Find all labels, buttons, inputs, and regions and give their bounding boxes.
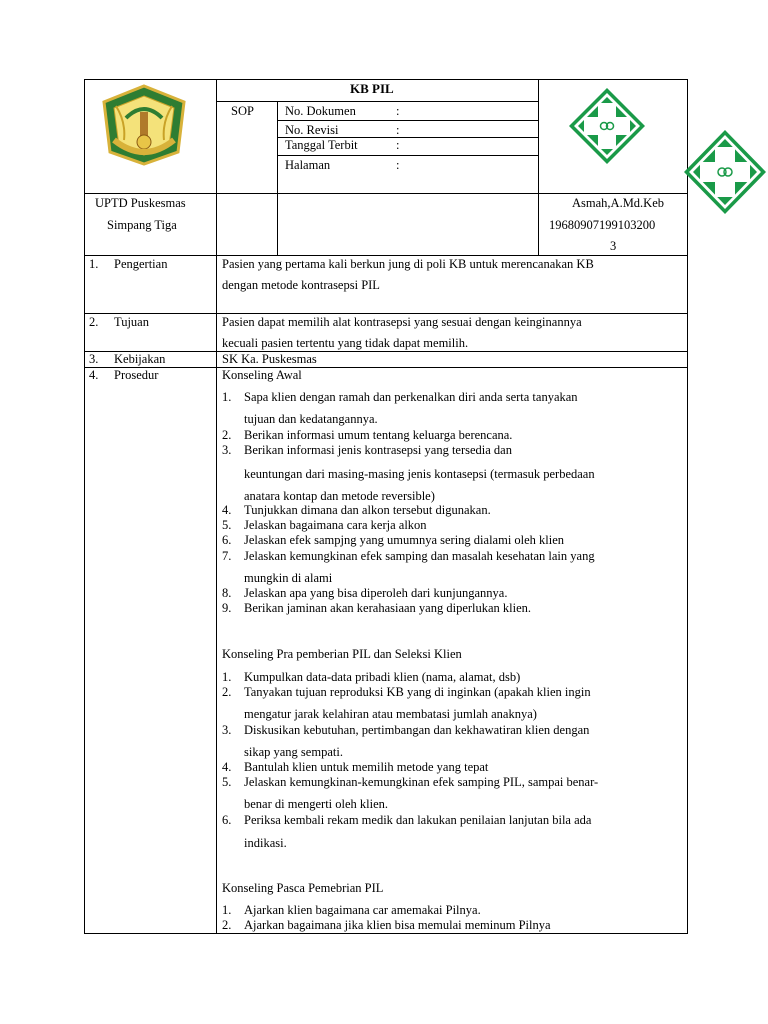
- puskesmas-logo: [567, 86, 647, 166]
- g2-item-3-line-1: Diskusikan kebutuhan, pertimbangan dan kekhawatiran klien dengan: [244, 723, 590, 737]
- puskesmas-logo-outside: [682, 128, 768, 216]
- g1-item-7-line-1: Jelaskan kemungkinan efek samping dan masalah kesehatan lain yang: [244, 549, 595, 563]
- field-no-revisi-label: No. Revisi: [285, 123, 339, 137]
- prosedur-group3-title: Konseling Pasca Pemebrian PIL: [222, 881, 384, 895]
- g2-item-2-line-1: Tanyakan tujuan reproduksi KB yang di inginkan (apakah klien ingin: [244, 685, 591, 699]
- g1-item-7-num: 7.: [222, 549, 232, 563]
- section-sep-1: [84, 255, 688, 256]
- g1-item-1-num: 1.: [222, 390, 232, 404]
- g1-item-3-line-3: anatara kontap dan metode reversible): [244, 489, 435, 503]
- g1-item-9-num: 9.: [222, 601, 232, 615]
- prosedur-group2-title: Konseling Pra pemberian PIL dan Seleksi Klien: [222, 647, 462, 661]
- g1-item-1-line-2: tujuan dan kedatangannya.: [244, 412, 378, 426]
- header-title-underline: [216, 101, 538, 102]
- signer-name: Asmah,A.Md.Keb: [572, 196, 665, 210]
- section-sep-4: [84, 367, 688, 368]
- pengertian-line-2: dengan metode kontrasepsi PIL: [222, 278, 380, 292]
- g1-item-9-line-1: Berikan jaminan akan kerahasiaan yang diperlukan klien.: [244, 601, 532, 615]
- table-border-bottom: [84, 933, 688, 934]
- g1-item-1-line-1: Sapa klien dengan ramah dan perkenalkan diri anda serta tanyakan: [244, 390, 578, 404]
- pengertian-label: Pengertian: [114, 257, 168, 271]
- g1-item-3-line-2: keuntungan dari masing-masing jenis kontasepsi (termasuk perbedaan: [244, 467, 595, 481]
- g1-item-7-line-2: mungkin di alami: [244, 571, 333, 585]
- g2-item-4-num: 4.: [222, 760, 232, 774]
- g2-item-2-num: 2.: [222, 685, 232, 699]
- field-halaman-label: Halaman: [285, 158, 331, 172]
- header-divider-left: [216, 79, 217, 255]
- prosedur-num: 4.: [89, 368, 99, 382]
- g2-item-3-line-2: sikap yang sempati.: [244, 745, 343, 759]
- g2-item-4-line-1: Bantulah klien untuk memilih metode yang tepat: [244, 760, 489, 774]
- g1-item-3-num: 3.: [222, 443, 232, 457]
- regency-logo: [96, 82, 192, 168]
- g2-item-3-num: 3.: [222, 723, 232, 737]
- g2-item-6-line-1: Periksa kembali rekam medik dan lakukan penilaian lanjutan bila ada: [244, 813, 592, 827]
- tujuan-line-1: Pasien dapat memilih alat kontrasepsi yang sesuai dengan keinginannya: [222, 315, 582, 329]
- g1-item-2-line-1: Berikan informasi umum tentang keluarga berencana.: [244, 428, 513, 442]
- g1-item-5-line-1: Jelaskan bagaimana cara kerja alkon: [244, 518, 427, 532]
- table-border-left: [84, 79, 85, 934]
- g2-item-1-num: 1.: [222, 670, 232, 684]
- field-no-dokumen-sep: :: [396, 104, 400, 118]
- header-field-line-3: [277, 155, 538, 156]
- field-tanggal-terbit-sep: :: [396, 138, 400, 152]
- g1-item-4-num: 4.: [222, 503, 232, 517]
- kebijakan-label: Kebijakan: [114, 352, 166, 366]
- g1-item-6-line-1: Jelaskan efek sampjng yang umumnya sering dialami oleh klien: [244, 533, 565, 547]
- g2-item-6-line-2: indikasi.: [244, 836, 287, 850]
- g2-item-2-line-2: mengatur jarak kelahiran atau membatasi jumlah anaknya): [244, 707, 537, 721]
- g1-item-5-num: 5.: [222, 518, 232, 532]
- kebijakan-num: 3.: [89, 352, 99, 366]
- section-sep-2: [84, 313, 688, 314]
- g2-item-5-num: 5.: [222, 775, 232, 789]
- sop-label: SOP: [231, 104, 254, 118]
- signer-nip-a: 19680907199103200: [549, 218, 656, 232]
- g1-item-6-num: 6.: [222, 533, 232, 547]
- document-title: KB PIL: [350, 81, 394, 96]
- pengertian-line-1: Pasien yang pertama kali berkun jung di poli KB untuk merencanakan KB: [222, 257, 594, 271]
- pengertian-num: 1.: [89, 257, 99, 271]
- org-name-line1: UPTD Puskesmas: [95, 196, 186, 210]
- g3-item-1-line-1: Ajarkan klien bagaimana car amemakai Pilnya.: [244, 903, 481, 917]
- g1-item-8-line-1: Jelaskan apa yang bisa diperoleh dari kunjungannya.: [244, 586, 508, 600]
- tujuan-label: Tujuan: [114, 315, 149, 329]
- g3-item-2-line-1: Ajarkan bagaimana jika klien bisa memulai meminum Pilnya: [244, 918, 551, 932]
- g1-item-2-num: 2.: [222, 428, 232, 442]
- g2-item-6-num: 6.: [222, 813, 232, 827]
- tujuan-num: 2.: [89, 315, 99, 329]
- prosedur-group1-title: Konseling Awal: [222, 368, 302, 382]
- field-no-revisi-sep: :: [396, 123, 400, 137]
- header-sop-divider: [277, 101, 278, 255]
- g2-item-1-line-1: Kumpulkan data-data pribadi klien (nama, alamat, dsb): [244, 670, 521, 684]
- prosedur-label: Prosedur: [114, 368, 159, 382]
- g2-item-5-line-2: benar di mengerti oleh klien.: [244, 797, 389, 811]
- field-tanggal-terbit-label: Tanggal Terbit: [285, 138, 358, 152]
- header-field-line-1: [277, 120, 538, 121]
- section-col-divider: [216, 255, 217, 934]
- g3-item-1-num: 1.: [222, 903, 232, 917]
- header-divider-right: [538, 79, 539, 255]
- signer-nip-b: 3: [610, 239, 617, 253]
- g1-item-4-line-1: Tunjukkan dimana dan alkon tersebut digunakan.: [244, 503, 491, 517]
- kebijakan-text: SK Ka. Puskesmas: [222, 352, 317, 366]
- g1-item-3-line-1: Berikan informasi jenis kontrasepsi yang tersedia dan: [244, 443, 512, 457]
- tujuan-line-2: kecuali pasien tertentu yang tidak dapat memilih.: [222, 336, 469, 350]
- field-no-dokumen-label: No. Dokumen: [285, 104, 356, 118]
- g2-item-5-line-1: Jelaskan kemungkinan-kemungkinan efek samping PIL, sampai benar-: [244, 775, 599, 789]
- section-sep-3: [84, 351, 688, 352]
- g3-item-2-num: 2.: [222, 918, 232, 932]
- g1-item-8-num: 8.: [222, 586, 232, 600]
- header-logo-underline: [84, 193, 688, 194]
- table-border-top: [84, 79, 688, 80]
- field-halaman-sep: :: [396, 158, 400, 172]
- org-name-line2: Simpang Tiga: [107, 218, 177, 232]
